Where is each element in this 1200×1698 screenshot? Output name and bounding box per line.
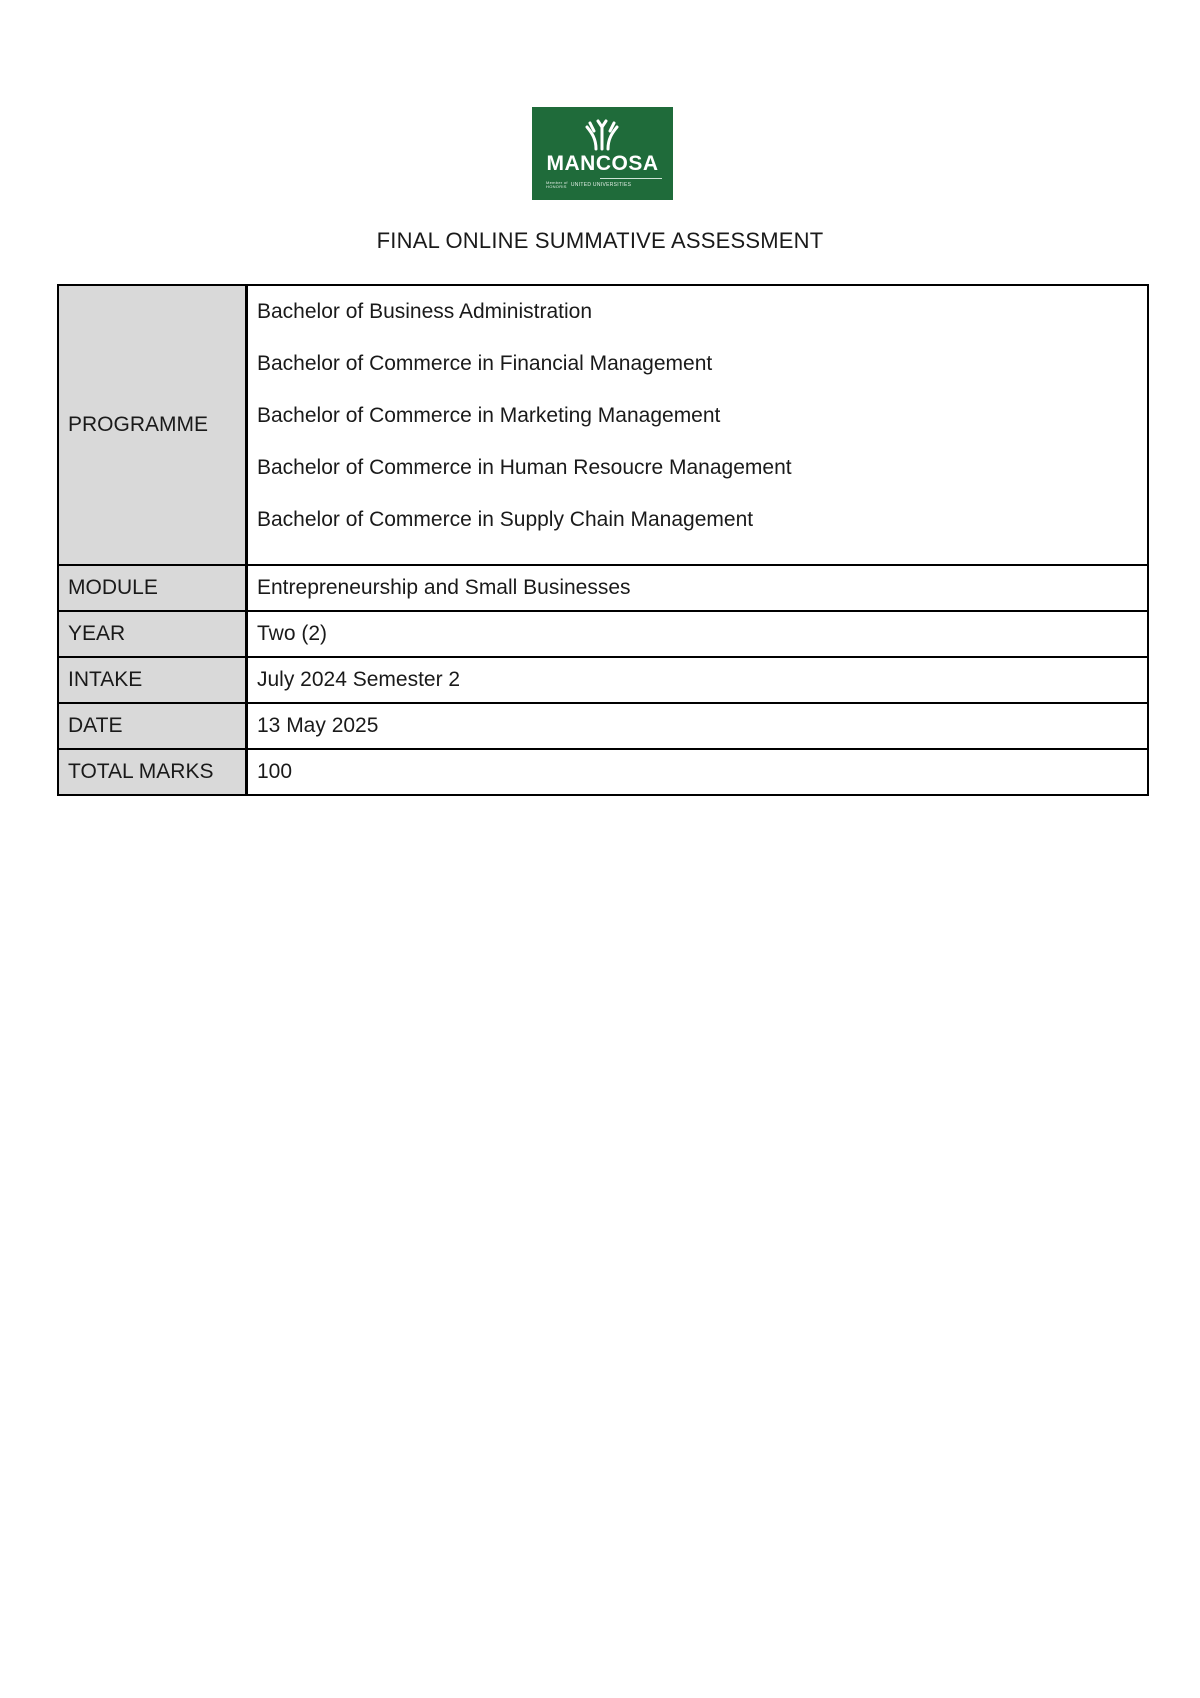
- table-row-date: [58, 703, 1148, 749]
- date-value: 13 May 2025: [247, 703, 1149, 749]
- logo-honoris: HONORIS: [546, 184, 567, 189]
- tree-emblem-icon: [532, 107, 673, 155]
- year-value: Two (2): [247, 611, 1149, 657]
- document-title: FINAL ONLINE SUMMATIVE ASSESSMENT: [376, 228, 824, 253]
- table-row-intake: [58, 657, 1148, 703]
- intake-label: INTAKE: [58, 657, 247, 703]
- logo-member-of: Member of: [546, 180, 568, 185]
- logo-wordmark: MANCOSA: [546, 152, 659, 175]
- module-value: Entrepreneurship and Small Businesses: [247, 565, 1149, 611]
- assessment-details-table: [57, 284, 1149, 796]
- year-label: YEAR: [58, 611, 247, 657]
- programme-item: Bachelor of Commerce in Marketing Management: [257, 404, 721, 427]
- programme-value: [247, 285, 1149, 565]
- logo-affiliation: [546, 181, 662, 189]
- table-row-programme: [58, 285, 1148, 565]
- programme-item: Bachelor of Commerce in Human Resoucre Management: [257, 456, 792, 479]
- date-label: DATE: [58, 703, 247, 749]
- programme-item: Bachelor of Business Administration: [257, 300, 593, 323]
- total-marks-label: TOTAL MARKS: [58, 749, 247, 795]
- intake-value: July 2024 Semester 2: [247, 657, 1149, 703]
- programme-item: Bachelor of Commerce in Financial Management: [257, 352, 713, 375]
- logo-divider: [600, 178, 662, 179]
- table-row-total-marks: [58, 749, 1148, 795]
- total-marks-value: 100: [247, 749, 1149, 795]
- table-row-module: [58, 565, 1148, 611]
- programme-item: Bachelor of Commerce in Supply Chain Management: [257, 508, 754, 531]
- mancosa-logo: [532, 107, 673, 200]
- table-row-year: [58, 611, 1148, 657]
- logo-united-universities: UNITED UNIVERSITIES: [570, 182, 632, 188]
- programme-list: [257, 288, 1138, 562]
- module-label: MODULE: [58, 565, 247, 611]
- programme-label: PROGRAMME: [58, 285, 247, 565]
